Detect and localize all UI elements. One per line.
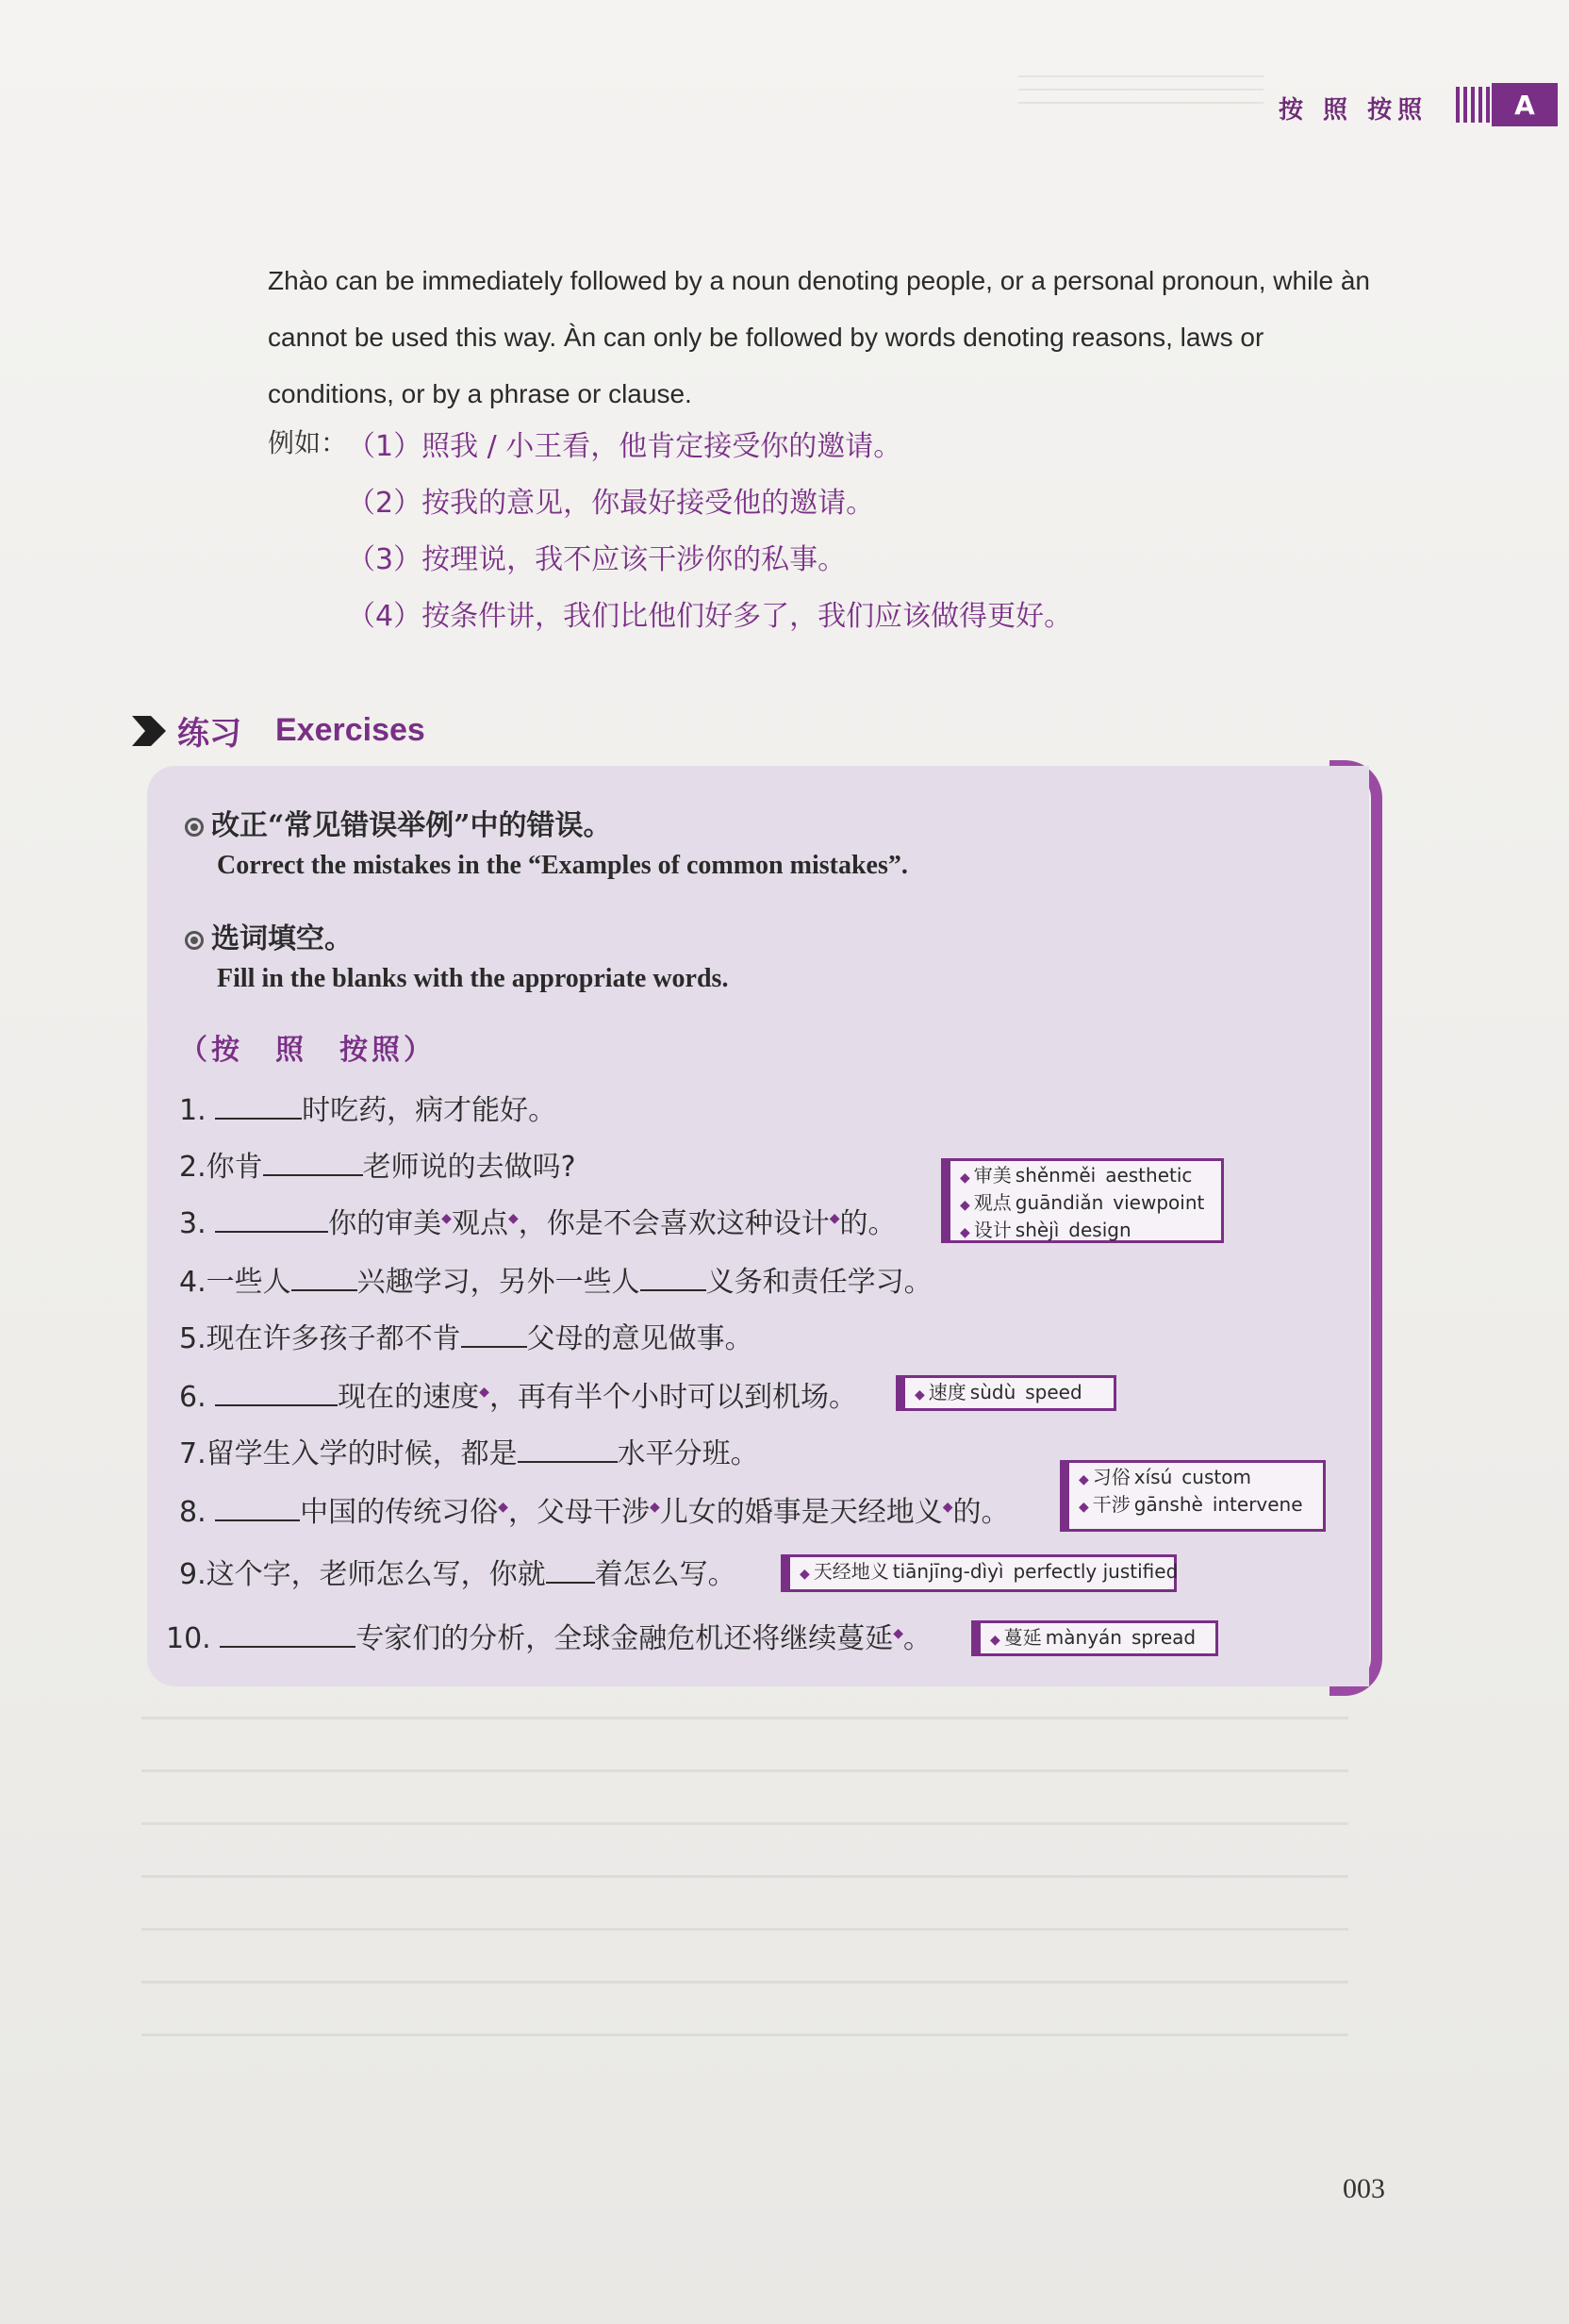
answer-blank[interactable] [215,1091,302,1120]
question-text: 留学生入学的时候，都是 [206,1437,518,1470]
vocab-gloss-box: ◆ 习俗 xísú custom ◆ 干涉 gānshè intervene [1060,1460,1326,1532]
question-text: 专家们的分析，全球金融危机还将继续蔓延 [355,1622,894,1655]
question-number: 5. [179,1322,206,1355]
question-text: ，你是不会喜欢这种设计 [518,1207,830,1240]
example-sentence: （2）按我的意见，你最好接受他的邀请。 [347,487,875,520]
section-heading [130,707,425,754]
example-sentence: （1）照我 / 小王看，他肯定接受你的邀请。 [347,430,902,463]
question-text: 中国的传统习俗 [300,1496,499,1529]
task-title-en: Fill in the blanks with the appropriate words. [217,964,729,993]
vocab-gloss-box: ◆ 天经地义 tiānjīng-dìyì perfectly justified [781,1554,1177,1592]
question-text: 水平分班。 [617,1437,759,1470]
question-text: 儿女的婚事是天经地义 [659,1496,943,1529]
question-3: 3. 你的审美◆观点◆，你是不会喜欢这种设计◆的。 [179,1200,897,1241]
question-text: 现在的速度 [338,1381,480,1414]
question-text: 你的审美 [328,1207,442,1240]
question-text: 老师说的去做吗? [362,1151,576,1184]
question-text: 的。 [839,1207,897,1240]
answer-blank[interactable] [461,1320,527,1348]
question-text: 。 [903,1622,933,1655]
header-stripe-decoration [1456,87,1490,123]
answer-blank[interactable] [263,1148,363,1176]
answer-blank[interactable] [215,1378,338,1406]
question-6: 6. 现在的速度◆，再有半个小时可以到机场。 [179,1373,857,1415]
question-text: 你肯 [206,1151,263,1184]
chapter-tab: A [1492,83,1558,126]
question-7 [179,1430,759,1471]
question-number: 4. [179,1266,206,1299]
example-sentence: （3）按理说，我不应该干涉你的私事。 [347,543,847,576]
task-title-cn: 选词填空。 [211,922,353,955]
question-4 [179,1258,933,1300]
task-title-cn: 改正“常见错误举例”中的错误。 [211,809,612,842]
question-text: 的。 [952,1496,1010,1529]
question-text: 这个字，老师怎么写，你就 [206,1558,546,1591]
question-text: 观点 [451,1207,508,1240]
question-text: 兴趣学习，另外一些人 [356,1266,640,1299]
question-number: 2. [179,1151,206,1184]
question-text: 时吃药，病才能好。 [302,1094,557,1127]
word-choices: （按 照 按照） [179,1034,436,1067]
example-sentence: （4）按条件讲，我们比他们好多了，我们应该做得更好。 [347,600,1073,633]
question-number: 8. [179,1496,206,1529]
question-text: 义务和责任学习。 [705,1266,933,1299]
answer-blank[interactable] [546,1555,595,1584]
running-header-title: 按 照 按照 [1279,96,1429,124]
question-2 [179,1143,576,1185]
section-title-en: Exercises [275,712,425,748]
vocab-gloss-box: ◆ 速度 sùdù speed [896,1375,1116,1411]
answer-blank[interactable] [291,1263,357,1291]
chevron-right-icon [130,712,168,750]
answer-blank[interactable] [640,1263,706,1291]
example-lead: 例如： [268,427,348,458]
question-number: 9. [179,1558,206,1591]
vocab-gloss-box: ◆ 审美 shěnměi aesthetic ◆ 观点 guāndiǎn viewpoint ◆ 设计 shèjì design [941,1158,1224,1243]
question-text: 一些人 [206,1266,291,1299]
question-1 [179,1087,556,1128]
answer-blank[interactable] [215,1204,328,1233]
circle-bullet-icon [185,931,204,950]
task-title-en: Correct the mistakes in the “Examples of common mistakes”. [217,851,908,880]
question-text: 现在许多孩子都不肯 [206,1322,461,1355]
page-number: 003 [1343,2173,1385,2204]
explanation-paragraph: Zhào can be immediately followed by a noun denoting people, or a personal pronoun, while àn cannot be used this way. Àn can only be followed by words denoting reasons, laws or conditions, or by a phrase or clause. [268,266,1370,408]
question-5 [179,1315,753,1356]
question-9 [179,1551,736,1592]
section-title-cn: 练习 [177,715,241,753]
question-8: 8. 中国的传统习俗◆，父母干涉◆儿女的婚事是天经地义◆的。 [179,1488,1010,1530]
answer-blank[interactable] [220,1619,355,1648]
faint-header-text [1018,75,1263,113]
question-number: 10. [166,1622,211,1655]
task-correct-mistakes [185,802,908,881]
answer-blank[interactable] [518,1435,618,1463]
question-text: ，父母干涉 [507,1496,650,1529]
question-text: 父母的意见做事。 [526,1322,753,1355]
question-number: 1. [179,1094,206,1127]
question-text: 着怎么写。 [594,1558,736,1591]
vocab-gloss-box: ◆ 蔓延 mànyán spread [971,1620,1218,1656]
question-number: 3. [179,1207,206,1240]
question-number: 7. [179,1437,206,1470]
task-fill-blanks [185,915,728,994]
answer-blank[interactable] [215,1493,300,1521]
question-number: 6. [179,1381,206,1414]
circle-bullet-icon [185,818,204,837]
question-10: 10. 专家们的分析，全球金融危机还将继续蔓延◆。 [166,1615,932,1656]
bleed-through-text [141,1717,1348,2075]
question-text: ，再有半个小时可以到机场。 [488,1381,857,1414]
